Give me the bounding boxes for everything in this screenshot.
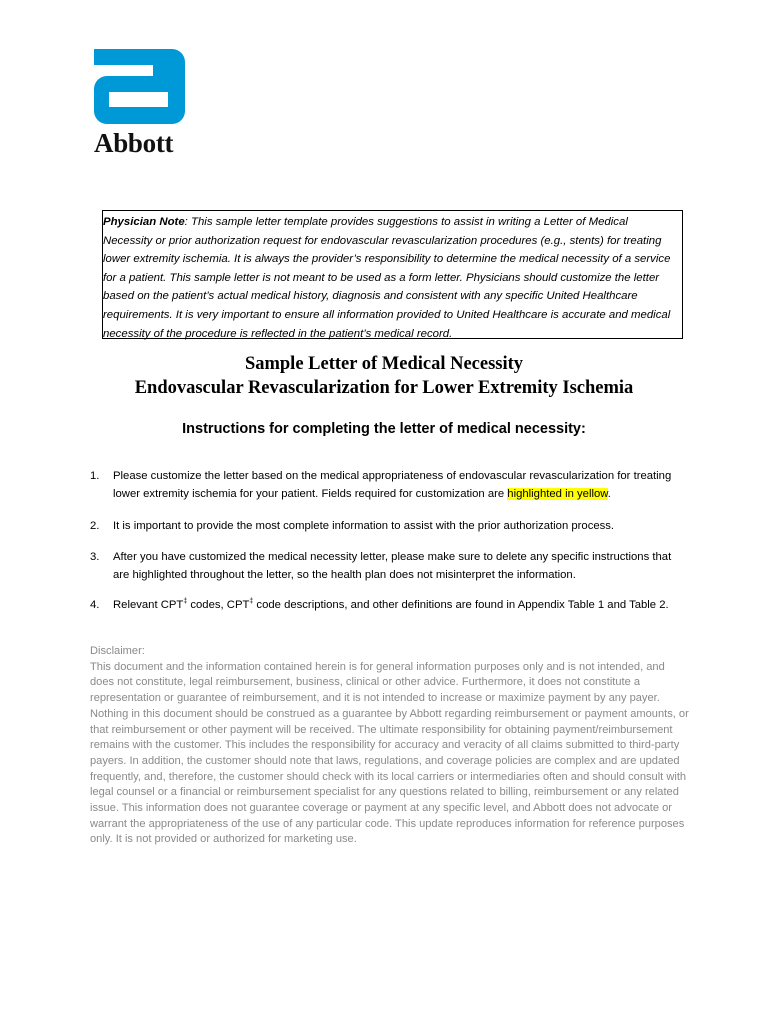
- instruction-text: After you have customized the medical necessity letter, please make sure to delete any specific instructions that are highlighted throughout the letter, so the health plan does not misinterpret the information.: [113, 551, 672, 581]
- instruction-number: 1.: [90, 470, 100, 482]
- instruction-number: 4.: [90, 599, 100, 611]
- instruction-item: [90, 549, 690, 584]
- instruction-number: 3.: [90, 551, 100, 563]
- disclaimer: [90, 644, 690, 848]
- disclaimer-body: This document and the information contained herein is for general information purposes only and is not intended, and does not constitute, legal reimbursement, business, clinical or other advice. Furthermore, it does not constitute a representation or guarantee of reimbursement, and it is not intended to increase or maximize payment by any payer. Nothing in this document should be construed as a guarantee by Abbott regarding reimbursement or payment amounts, or that reimbursement or other payment will be received. The ultimate responsibility for obtaining payment/reimbursement remains with the customer. This includes the responsibility for accuracy and veracity of all claims submitted to third-party payers. In addition, the customer should note that laws, regulations, and coverage policies are complex and are updated frequently, and, therefore, the customer should check with its local carriers or intermediaries often and should consult with legal counsel or a financial or reimbursement specialist for any questions related to billing, reimbursement or any related issue. This information does not guarantee coverage or payment at any specific level, and Abbott does not advocate or warrant the appropriateness of the use of any particular code. This update reproduces information for reference purposes only. It is not provided or authorized for marketing use.: [90, 660, 689, 846]
- physician-note-label: Physician Note: [103, 216, 185, 228]
- physician-note-text: : This sample letter template provides suggestions to assist in writing a Letter of Medical Necessity or prior authorization request for endovascular revascularization procedures (e.g., stents) for treating lower extremity ischemia. It is always the provider’s responsibility to determine the medical necessity of a service for a patient. This sample letter is not meant to be used as a form letter. Physicians should customize the letter based on the patient’s actual medical history, diagnosis and consistent with any specific United Healthcare requirements. It is very important to ensure all information provided to United Healthcare is accurate and medical necessity of the procedure is reflected in the patient’s medical record.: [103, 216, 671, 340]
- instruction-item: [90, 597, 690, 615]
- document-title: Sample Letter of Medical Necessity: [244, 354, 524, 374]
- instruction-item: [90, 468, 690, 503]
- double-dagger-mark: ‡: [249, 598, 254, 605]
- instruction-number: 2.: [90, 520, 100, 532]
- instruction-text: It is important to provide the most complete information to assist with the prior authorization process.: [113, 520, 615, 532]
- instruction-item: [90, 518, 690, 536]
- abbott-logo-mark-icon: [94, 49, 186, 125]
- double-dagger-mark: ‡: [183, 598, 188, 605]
- document-subtitle: Endovascular Revascularization for Lower Extremity Ischemia: [134, 378, 634, 398]
- abbott-wordmark: Abbott: [94, 128, 174, 158]
- yellow-highlight: highlighted in yellow: [507, 487, 608, 500]
- instruction-text: Relevant CPT: [113, 599, 184, 611]
- instructions-heading: Instructions for completing the letter of medical necessity:: [182, 421, 586, 437]
- physician-note-box: [102, 210, 683, 339]
- instruction-text: code descriptions, and other definitions are found in Appendix Table 1 and Table 2.: [253, 599, 669, 611]
- abbott-logo: [94, 49, 186, 158]
- instruction-text-end: .: [607, 487, 611, 500]
- disclaimer-heading: Disclaimer:: [90, 645, 145, 657]
- instruction-text: codes, CPT: [187, 599, 250, 611]
- instruction-text: Please customize the letter based on the medical appropriateness of endovascular revascularization for treating lower extremity ischemia for your patient. Fields required for customization are: [113, 470, 672, 500]
